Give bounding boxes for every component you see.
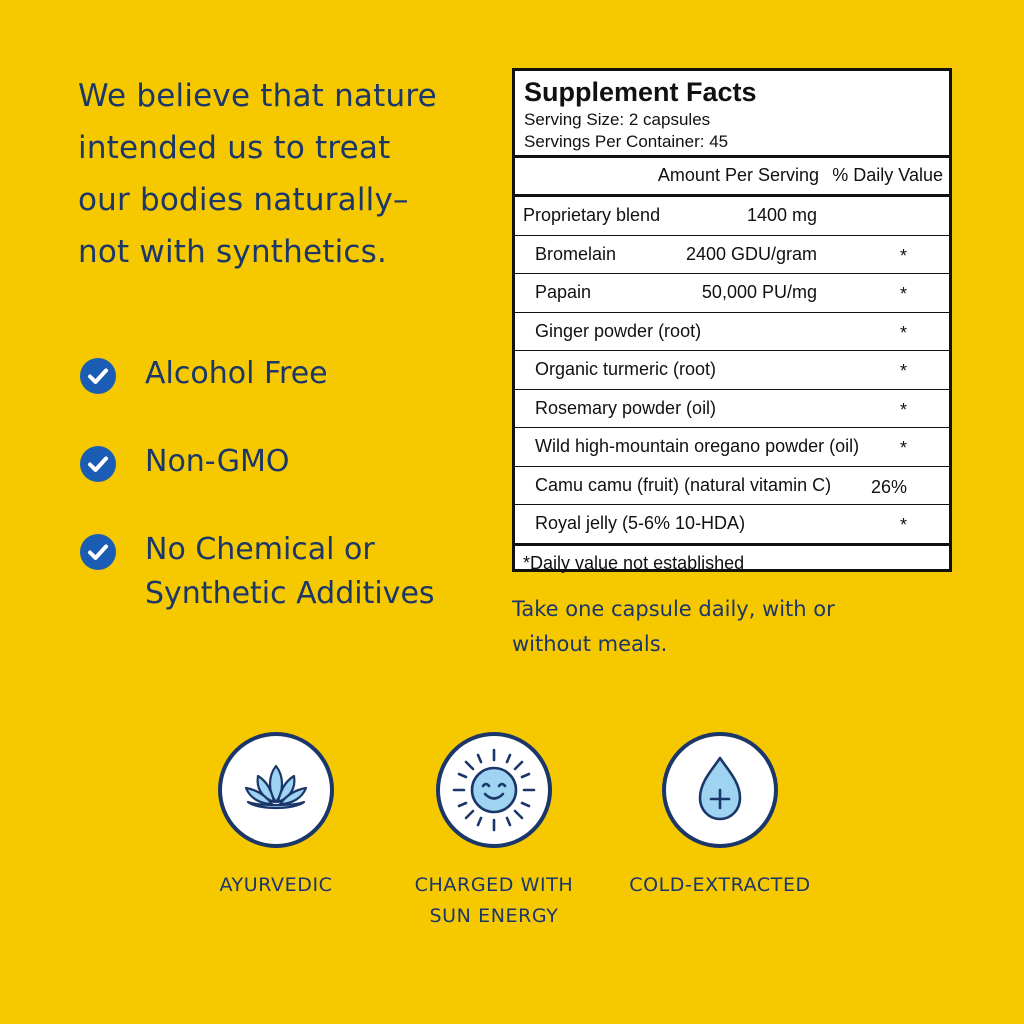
facts-row bbox=[515, 313, 949, 352]
feature-label bbox=[145, 352, 328, 396]
ingredient-name: Organic turmeric (root) bbox=[535, 359, 717, 379]
feature-label-line: Non-GMO bbox=[145, 444, 290, 479]
facts-header bbox=[515, 71, 949, 158]
water-drop-plus-icon bbox=[666, 736, 774, 844]
ingredient-daily-value: * bbox=[899, 515, 907, 535]
facts-title: Supplement Facts bbox=[524, 77, 757, 107]
directions-line: Take one capsule daily, with or bbox=[512, 597, 835, 621]
facts-row bbox=[515, 390, 949, 429]
intro-line: our bodies naturally– bbox=[78, 182, 409, 218]
facts-row bbox=[515, 505, 949, 546]
badge-label-line: COLD-EXTRACTED bbox=[629, 874, 811, 896]
check-circle-icon bbox=[80, 358, 116, 394]
intro-statement bbox=[78, 70, 478, 278]
facts-column-header bbox=[515, 158, 949, 197]
facts-footnote bbox=[515, 546, 949, 584]
facts-row bbox=[515, 236, 949, 275]
column-amount-per-serving: Amount Per Serving bbox=[657, 165, 819, 185]
ayurvedic-badge bbox=[218, 732, 334, 848]
directions-line: without meals. bbox=[512, 632, 668, 656]
facts-row bbox=[515, 351, 949, 390]
ingredient-daily-value: * bbox=[899, 284, 907, 304]
lotus-icon bbox=[222, 736, 330, 844]
feature-label-line: Alcohol Free bbox=[145, 356, 328, 391]
ingredient-name: Bromelain bbox=[535, 243, 617, 264]
check-circle-icon bbox=[80, 446, 116, 482]
servings-per-container: Servings Per Container: 45 bbox=[524, 132, 729, 151]
ingredient-name: Papain bbox=[535, 282, 592, 302]
check-circle-icon bbox=[80, 534, 116, 570]
badge-label-line: SUN ENERGY bbox=[429, 905, 559, 927]
ingredient-daily-value: * bbox=[899, 438, 907, 458]
ingredient-name: Proprietary blend bbox=[523, 205, 661, 225]
facts-row bbox=[515, 274, 949, 313]
ingredient-amount: 2400 GDU/gram bbox=[685, 243, 817, 264]
serving-size: Serving Size: 2 capsules bbox=[524, 110, 711, 129]
feature-label-line: Synthetic Additives bbox=[145, 576, 435, 611]
badge-label bbox=[610, 870, 830, 901]
feature-label bbox=[145, 528, 435, 616]
facts-row bbox=[515, 428, 949, 467]
badge-label-line: CHARGED WITH bbox=[414, 874, 574, 896]
intro-line: intended us to treat bbox=[78, 130, 391, 166]
ingredient-name: Rosemary powder (oil) bbox=[535, 397, 717, 418]
feature-list bbox=[80, 352, 500, 628]
smiling-sun-icon bbox=[440, 736, 548, 844]
intro-line: not with synthetics. bbox=[78, 234, 388, 270]
ingredient-daily-value: 26% bbox=[870, 476, 907, 497]
ingredient-amount: 1400 mg bbox=[746, 205, 817, 225]
footnote-text: *Daily value not established bbox=[523, 552, 745, 573]
directions-text bbox=[512, 592, 932, 662]
ingredient-name: Ginger powder (root) bbox=[535, 320, 702, 341]
facts-row bbox=[515, 197, 949, 236]
feature-label bbox=[145, 440, 289, 484]
facts-row bbox=[515, 467, 949, 506]
badge-label-line: AYURVEDIC bbox=[219, 874, 333, 896]
feature-non-gmo bbox=[80, 440, 500, 528]
ingredient-amount: 50,000 PU/mg bbox=[701, 282, 817, 302]
ingredient-name: Royal jelly (5-6% 10-HDA) bbox=[535, 513, 746, 533]
supplement-facts-panel bbox=[512, 68, 952, 572]
badge-label bbox=[166, 870, 386, 901]
badge-label bbox=[384, 870, 604, 932]
cold-extracted-badge bbox=[662, 732, 778, 848]
column-daily-value: % Daily Value bbox=[832, 165, 943, 185]
ingredient-daily-value: * bbox=[899, 245, 907, 266]
feature-no-chemical-additives bbox=[80, 528, 500, 628]
feature-alcohol-free bbox=[80, 352, 500, 440]
sun-energy-badge bbox=[436, 732, 552, 848]
ingredient-daily-value: * bbox=[899, 361, 907, 381]
ingredient-daily-value: * bbox=[899, 399, 907, 420]
ingredient-name: Wild high-mountain oregano powder (oil) bbox=[535, 436, 860, 456]
intro-line: We believe that nature bbox=[78, 78, 437, 114]
ingredient-name: Camu camu (fruit) (natural vitamin C) bbox=[535, 474, 832, 495]
ingredient-daily-value: * bbox=[899, 322, 907, 343]
feature-label-line: No Chemical or bbox=[145, 532, 375, 567]
